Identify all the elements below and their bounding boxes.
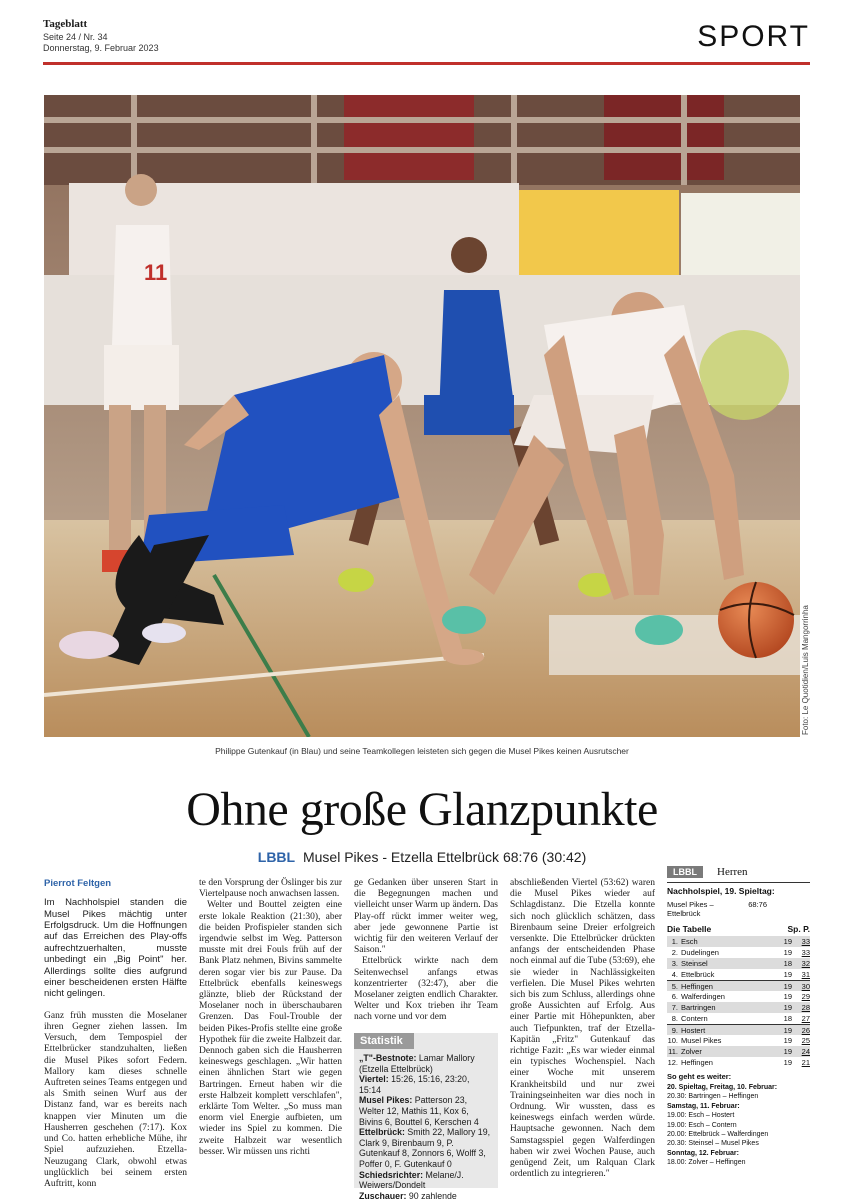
table-team: Walferdingen (681, 992, 725, 1001)
fixture-line: 19.00: Esch – Hostert (667, 1112, 735, 1120)
ad-board (519, 190, 679, 278)
basketball-photo-illustration (44, 95, 800, 737)
col-points: P. (803, 924, 810, 934)
table-games: 19 (783, 1003, 792, 1012)
game-result (667, 900, 767, 918)
article-paragraph: Welter und Bouttel zeigten eine erste lokale Reaktion (21:30), aber die beiden Profispieler standen sich irgendwie selbst im Weg. Patterson musste mit drei Fouls früh auf der Bank Platz nehmen, Bivins sammelte deren sogar vier bis zur Pause. Da Ettelbrück ebenfalls keineswegs glänzte, blieb der Rückstand der Moselaner noch in überschaubaren Grenzen. Das Foul-Trouble der beiden Pikes-Profis stellte eine große Hypothek für die zweite Halbzeit dar. Dennoch gaben sich die Hausherren keineswegs geschlagen. „Wir hatten einen ähnlichen Start wie gegen Bartringen. Erneut haben wir die erste Halbzeit komplett verschlafen", erklärte Tom Welter. „So muss man enorm viel Energie aufbieten, um wieder ins Spiel zu kommen. Die zweite Halbzeit war wesentlich besser. Wir müssen uns richti (199, 900, 342, 1157)
table-points: 32 (801, 959, 810, 968)
stat-label: Zuschauer: (359, 1190, 407, 1200)
match-result: Musel Pikes - Etzella Ettelbrück 68:76 (30:42) (302, 849, 587, 865)
table-team: Contern (681, 1014, 708, 1023)
article-column-3 (354, 878, 498, 1024)
table-team: Steinsel (681, 959, 708, 968)
standings-header (667, 864, 810, 880)
table-rank: 6. (671, 992, 678, 1001)
table-points: 26 (801, 1025, 810, 1035)
standings-rows (667, 936, 810, 1068)
page-meta (43, 32, 159, 54)
stat-label: Viertel: (359, 1074, 389, 1085)
stat-value: Lamar Mallory (Etzella Ettelbrück) (359, 1053, 475, 1074)
table-team: Musel Pikes (681, 1036, 722, 1045)
table-games: 19 (783, 1047, 792, 1056)
fixture-line: 20.00: Ettelbrück – Walferdingen (667, 1131, 769, 1139)
table-row (667, 991, 810, 1002)
stat-value: Smith 22, Mallory 19, Clark 9, Birenbaum 9, P. Gutenkauf 8, Zonnors 6, Wolff 3, Poffer 0, F. Gutenkauf 0 (359, 1127, 491, 1169)
game-title: Nachholspiel, 19. Spieltag: (667, 886, 775, 896)
table-games: 19 (783, 1025, 792, 1035)
table-row (667, 1002, 810, 1013)
stat-label: „T"-Bestnote: (359, 1053, 417, 1063)
article-headline: Ohne große Glanzpunkte (186, 783, 658, 836)
fixture-line: 18.00: Zolver – Heffingen (667, 1159, 746, 1167)
article-paragraph: Ettelbrück wirkte nach dem Seitenwechsel anfangs etwas konzentrierter (32:47), aber die Moselaner zeigten endlich Charakter. Welter und Kox trieben ihr Team nach vorne und vor dem (354, 956, 498, 1023)
fixture-day: Sonntag, 12. Februar: (667, 1149, 739, 1157)
standings-box (667, 864, 810, 1184)
table-points: 25 (801, 1036, 810, 1045)
standings-league: LBBL (667, 866, 703, 878)
table-rank: 9. (671, 1025, 678, 1035)
table-points: 30 (801, 981, 810, 991)
table-row (667, 1035, 810, 1046)
table-games: 19 (783, 981, 792, 991)
table-rank: 4. (671, 970, 678, 979)
photo-caption: Philippe Gutenkauf (in Blau) und seine Teamkollegen leisteten sich gegen die Musel Pikes keinen Ausrutscher (215, 746, 629, 756)
game-score: 68:76 (748, 900, 767, 909)
header-rule (43, 62, 810, 65)
table-title: Die Tabelle (667, 924, 712, 934)
fixture-day: Samstag, 11. Februar: (667, 1102, 740, 1110)
photo-credit: Foto: Le Quotidien/Luis Mangorrinha (801, 605, 810, 735)
table-rank: 5. (671, 981, 678, 991)
table-row (667, 969, 810, 980)
table-games: 19 (783, 992, 792, 1001)
stat-label: Ettelbrück: (359, 1127, 405, 1138)
article-lead: Im Nachholspiel standen die Musel Pikes mächtig unter Erfolgsdruck. Um die Hoffnungen auf das Erreichen des Play-offs aufrechtzuerhalten, musste unbedingt ein „Big Point" her. Allerdings sollte dies aufgrund einer bescheidenen ersten Hälfte nicht gelingen. (44, 897, 187, 1000)
page-header (43, 18, 810, 64)
stat-value: 90 zahlende (408, 1190, 457, 1200)
table-rank: 11. (668, 1047, 678, 1056)
table-header (667, 924, 810, 934)
fixture-line: 20.30: Steinsel – Musel Pikes (667, 1140, 759, 1148)
basketball (718, 582, 794, 658)
table-rank: 1. (671, 937, 678, 946)
page-info: Seite 24 / Nr. 34 (43, 32, 108, 42)
table-points: 33 (801, 948, 810, 957)
article-paragraph: abschließenden Viertel (53:62) waren die Musel Pikes wieder auf Schlagdistanz. Die Etzella konnte sich noch glücklich schätzen, dass Birenbaum seine Dreier erfolgreich versenkte. Die Ettelbrücker drückten anfangs der entscheidenden Phase noch einmal auf die Tube (53:69), ehe sie wieder in Nachlässigkeiten verfielen. Die Musel Pikes wehrten sich bis zum Schluss, allerdings ohne große Aussichten auf Erfolg. Aus einer Partie mit Höhepunkten, aber auch Tiefpunkten, traf der Etzella-Kapitän „Fritz" Gutenkauf das richtige Fazit: „Es war wieder einmal ein typisches Wochenspiel. Nach einer Woche mit unserem Krankheitsbild und nur zwei Trainingseinheiten war dies noch in Ordnung. Wir wussten, dass es keineswegs einfach werden würde. Hauptsache gewonnen. Nach dem Samstagsspiel gegen Walferdingen haben wir zwei Wochen Pause, auch genügend Zeit, um Ralquan Clark ordentlich zu integrieren." (510, 878, 655, 1180)
standings-group: Herren (717, 866, 748, 878)
newspaper-name: Tageblatt (43, 18, 88, 30)
stats-body (354, 1049, 498, 1200)
table-row (667, 936, 810, 947)
article-photo (44, 95, 800, 737)
article-subheadline (44, 849, 800, 865)
table-points: 31 (801, 970, 810, 979)
table-rank: 2. (671, 948, 678, 957)
league-tag: LBBL (257, 849, 296, 865)
stats-title: Statistik (354, 1033, 414, 1049)
ad-board (681, 193, 800, 283)
stats-box (354, 1033, 498, 1200)
table-team: Heffingen (681, 981, 713, 991)
table-row (667, 980, 810, 991)
table-rank: 3. (671, 959, 678, 968)
stat-value: Patterson 23, Welter 12, Mathis 11, Kox 6, Bivins 6, Bouttel 6, Kerschen 4 (359, 1095, 479, 1127)
table-points: 33 (801, 937, 810, 946)
table-team: Esch (681, 937, 698, 946)
table-rank: 10. (667, 1036, 678, 1045)
stat-label: Musel Pikes: (359, 1095, 413, 1106)
table-points: 21 (801, 1058, 810, 1067)
article-paragraph: Ganz früh mussten die Moselaner ihren Gegner ziehen lassen. Im Versuch, dem Tempospiel der Ettelbrücker standzuhalten, ließen die Musel Pikes sofort Federn. Mallory kam dieses schnelle Auftreten seines Teams entgegen und als Smith seinen Wurf aus der Distanz fand, war es bereits nach knappen vier Minuten um die Hausherren geschehen (7:17). Kox und Co. hatten erhebliche Mühe, ihr Spiel aufzuziehen. Etzella-Neuzugang Clark, obwohl etwas unglücklich bei seinem ersten Auftritt, konn (44, 1010, 187, 1189)
table-games: 18 (783, 1014, 792, 1023)
table-rank: 8. (671, 1014, 678, 1023)
fixture-line: 19.00: Esch – Contern (667, 1121, 737, 1129)
table-team: Zolver (681, 1047, 702, 1056)
table-games: 19 (783, 970, 792, 979)
table-games: 19 (783, 1058, 792, 1067)
table-points: 27 (801, 1014, 810, 1023)
table-team: Heffingen (681, 1058, 713, 1067)
table-team: Bartringen (681, 1003, 716, 1012)
table-games: 19 (783, 937, 792, 946)
table-row (667, 1046, 810, 1057)
article-paragraph: ge Gedanken über unseren Start in die Begegnungen machen und vielleicht unser Warm up ändern. Das Play-off rückt immer weiter weg, aber jede gewonnene Partie ist wichtig für den weiteren Verlauf der Saison." (354, 878, 498, 956)
table-row (667, 1013, 810, 1024)
article-column-1 (44, 878, 187, 1190)
table-rank: 12. (667, 1058, 678, 1067)
article-column-4 (510, 878, 655, 1180)
table-team: Ettelbrück (681, 970, 715, 979)
fixtures-title: So geht es weiter: (667, 1072, 732, 1081)
table-team: Hostert (681, 1025, 706, 1035)
table-games: 18 (783, 959, 792, 968)
table-row (667, 958, 810, 969)
table-team: Dudelingen (681, 948, 719, 957)
table-games: 19 (783, 1036, 792, 1045)
stat-value: Melane/J. Weiwers/Dondelt (359, 1169, 464, 1191)
fixture-line: 20.30: Bartringen – Heffingen (667, 1093, 759, 1101)
table-points: 24 (801, 1047, 810, 1056)
table-rank: 7. (671, 1003, 678, 1012)
divider (667, 882, 810, 883)
col-games: Sp. (787, 924, 801, 934)
issue-date: Donnerstag, 9. Februar 2023 (43, 43, 159, 53)
table-games: 19 (783, 948, 792, 957)
section-title: SPORT (697, 20, 810, 53)
table-row (667, 947, 810, 958)
stat-label: Schiedsrichter: (359, 1169, 424, 1180)
table-points: 28 (801, 1003, 810, 1012)
fixture-day: 20. Spieltag, Freitag, 10. Februar: (667, 1084, 778, 1091)
table-row (667, 1057, 810, 1068)
table-row (667, 1024, 810, 1035)
game-teams: Musel Pikes – Ettelbrück (667, 900, 714, 918)
author-byline: Pierrot Feltgen (44, 878, 112, 889)
table-points: 29 (801, 992, 810, 1001)
article-column-2 (199, 878, 342, 1158)
stat-value: 15:26, 15:16, 23:20, 15:14 (359, 1074, 470, 1095)
fixtures-list (667, 1083, 810, 1168)
article-paragraph: te den Vorsprung der Öslinger bis zur Viertelpause noch anwachsen lassen. (199, 878, 342, 900)
jersey-number: 11 (144, 260, 168, 285)
